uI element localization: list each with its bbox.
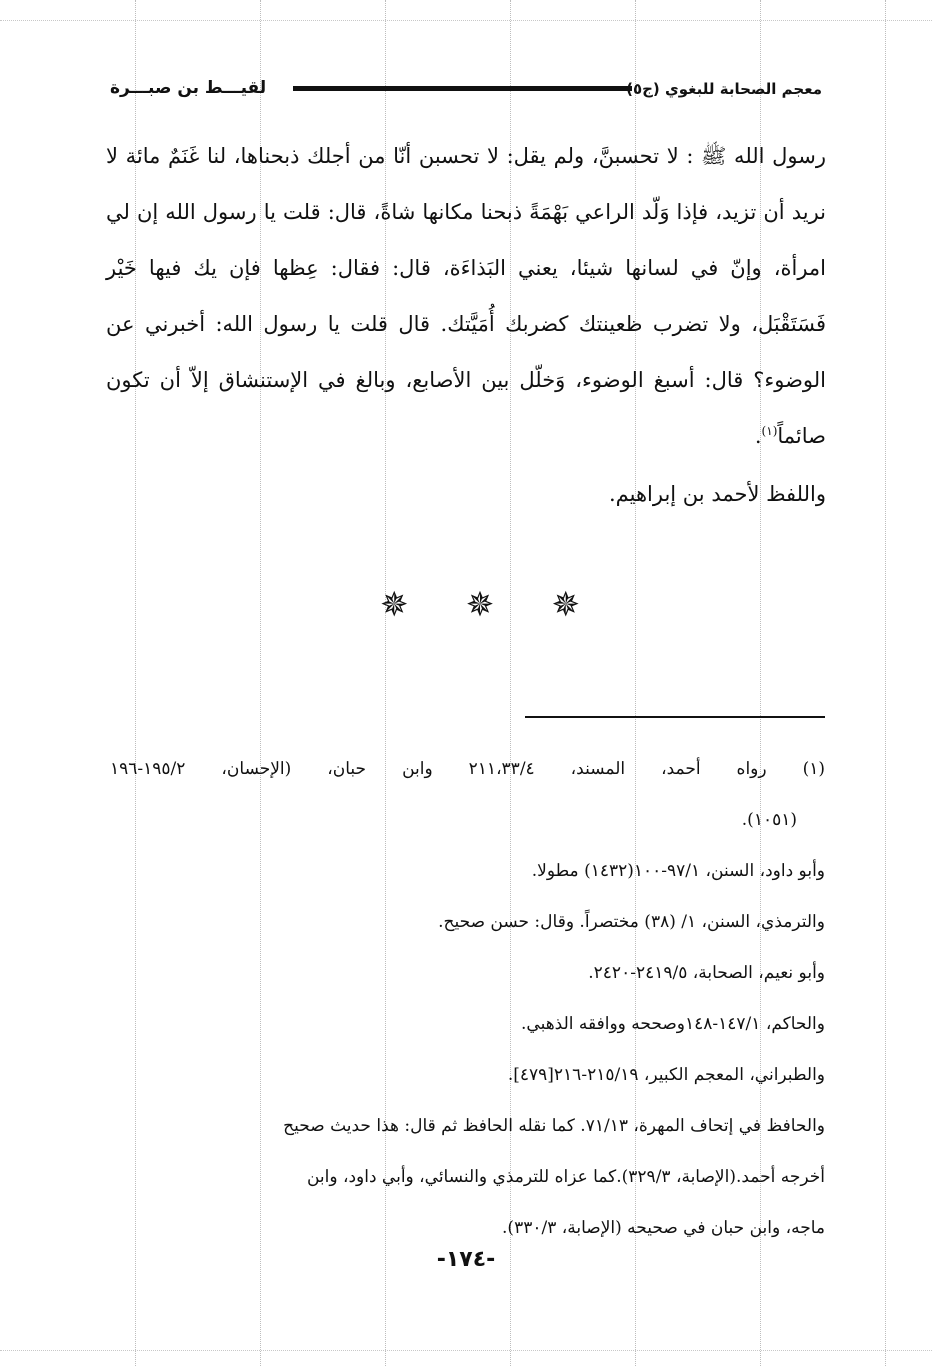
footnotes bbox=[110, 744, 825, 1254]
footnote-line: ماجه، وابن حبان في صحيحه (الإصابة، ٣٣٠/٣). bbox=[502, 1218, 825, 1238]
footnote-line: (١) رواه أحمد، المسند، ٢١١،٣٣/٤ وابن حبان، (الإحسان، ١٩٥/٢-١٩٦ bbox=[110, 759, 825, 779]
footnote-line: والحافظ في إتحاف المهرة، ٧١/١٣. كما نقله الحافظ ثم قال: هذا حديث صحيح bbox=[283, 1116, 825, 1136]
grid-line bbox=[0, 1350, 932, 1351]
star-ornament-icon: ✵ bbox=[551, 585, 580, 625]
running-header bbox=[110, 80, 822, 110]
star-ornament-icon: ✵ bbox=[380, 585, 409, 625]
section-separator bbox=[380, 580, 580, 630]
main-text bbox=[106, 128, 826, 522]
hadith-text: رسول الله ﷺ : لا تحسبنَّ، ولم يقل: لا تحسبن أنّا من أجلك ذبحناها، لنا غَنَمٌ مائة لا نريد أن تزيد، فإذا وَلّد الراعي بَهْمَةً ذبحنا مكانها شاةً، قال: قلت يا رسول الله إن لي امرأة، وإنّ في لسانها شيئا، يعني البَذاءَة، قال: فقال: عِظها فإن يك فيها خَيْر فَسَتَقْبَل، ولا تضرب ظعينتك كضربك أُمَيَّتك. قال قلت يا رسول الله: أخبرني عن الوضوء؟ قال: أسبغ الوضوء، وَخلّل بين الأصابع، وبالغ في الإستنشاق إلاّ أن تكون صائماً bbox=[106, 144, 826, 448]
grid-line bbox=[885, 0, 886, 1366]
footnote-line: والحاكم، ١٤٧/١-١٤٨وصححه ووافقه الذهبي. bbox=[521, 1014, 825, 1034]
footnote-line: وأبو داود، السنن، ٩٧/١-١٠٠(١٤٣٢) مطولا. bbox=[531, 861, 825, 881]
star-ornament-icon: ✵ bbox=[465, 585, 495, 625]
closing-line: واللفظ لأحمد بن إبراهيم. bbox=[608, 482, 826, 506]
footnote-line: والطبراني، المعجم الكبير، ٢١٥/١٩-٢١٦[٤٧٩]. bbox=[507, 1065, 825, 1085]
footnote-line: وأبو نعيم، الصحابة، ٢٤١٩/٥-٢٤٢٠. bbox=[588, 963, 825, 983]
footnote-marker: (١) bbox=[761, 424, 778, 438]
footnote-line: أخرجه أحمد.(الإصابة، ٣٢٩/٣).كما عزاه للترمذي والنسائي، وأبي داود، وابن bbox=[306, 1167, 825, 1187]
footnote-line: (١٠٥١). bbox=[741, 810, 797, 830]
entry-title: لقيـــط بن صبـــرة bbox=[110, 78, 267, 98]
grid-line bbox=[0, 20, 932, 21]
header-rule bbox=[293, 86, 632, 91]
hadith-paragraph: رسول الله ﷺ : لا تحسبنَّ، ولم يقل: لا تحسبن أنّا من أجلك ذبحناها، لنا غَنَمٌ مائة لا نريد أن تزيد، فإذا وَلّد الراعي بَهْمَةً ذبحنا مكانها شاةً، قال: قلت يا رسول الله إن لي امرأة، وإنّ في لسانها شيئا، يعني البَذاءَة، قال: فقال: عِظها فإن يك فيها خَيْر فَسَتَقْبَل، ولا تضرب ظعينتك كضربك أُمَيَّتك. قال قلت يا رسول الله: أخبرني عن الوضوء؟ قال: أسبغ الوضوء، وَخلّل بين الأصابع، وبالغ في الإستنشاق إلاّ أن تكون صائماً$^{(١)}$. bbox=[106, 144, 826, 448]
page-number: -١٧٤- bbox=[436, 1247, 496, 1272]
footnote-line: والترمذي، السنن، ١/ (٣٨) مختصراً. وقال: حسن صحيح. bbox=[438, 912, 825, 932]
footnote-divider bbox=[525, 716, 825, 718]
book-title: معجم الصحابة للبغوي (ج٥ bbox=[632, 80, 822, 98]
